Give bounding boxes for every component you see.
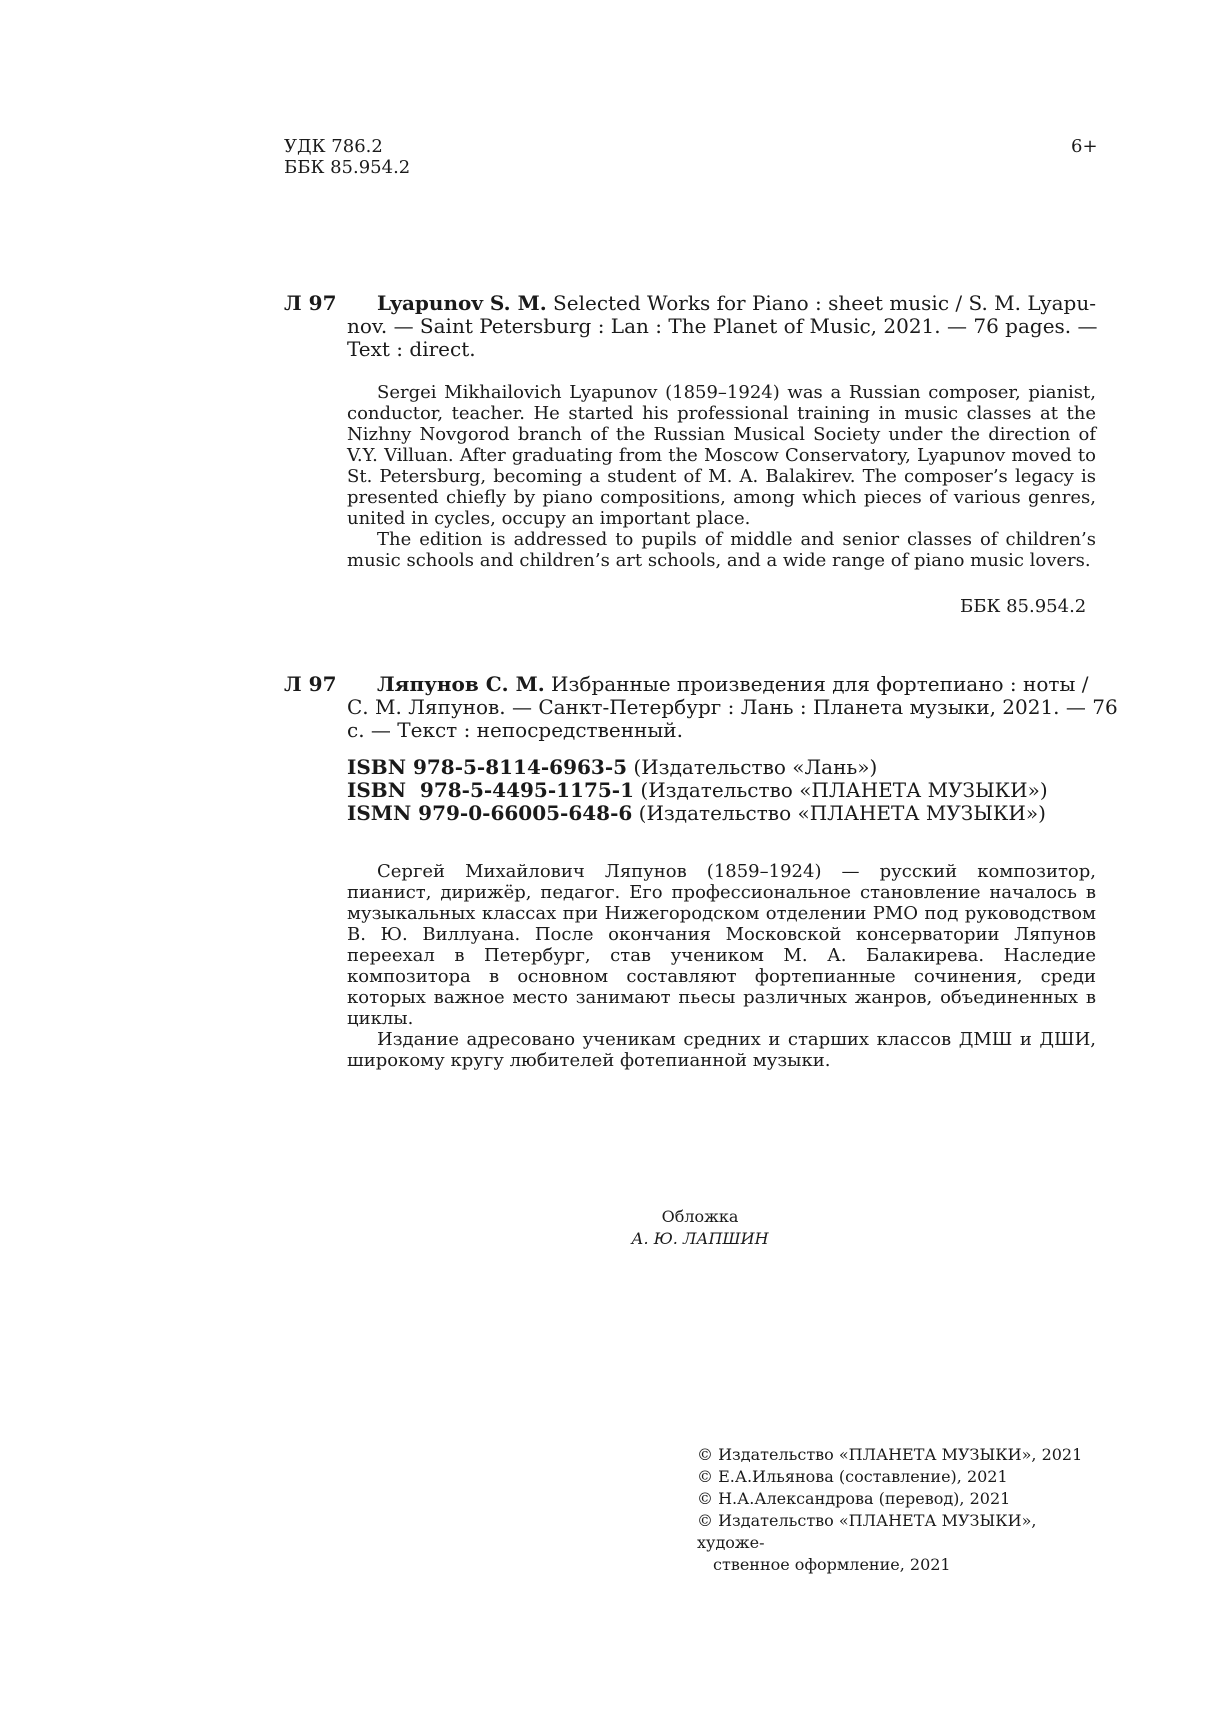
russian-annotation-p2: Издание адресовано ученикам средних и старших классов ДМШ и ДШИ, широкому кругу любителей фотепианной музыки. [347, 1029, 1096, 1071]
english-record-code: Л 97 [284, 291, 337, 315]
copyright-line: © Издательство «ПЛАНЕТА МУЗЫКИ», 2021 [697, 1445, 1083, 1464]
copyright-line: © Е.А.Ильянова (составление), 2021 [697, 1467, 1008, 1486]
russian-title-line-3: с. — Текст : непосредственный. [347, 718, 683, 742]
russian-record-author: Ляпунов С. М. [377, 672, 545, 696]
english-title-line-2: nov. — Saint Petersburg : Lan : The Planet of Music, 2021. — 76 pages. — [347, 314, 1098, 338]
identifier-list [347, 756, 1096, 825]
cover-credit-label: Обложка [661, 1207, 739, 1226]
age-rating: 6+ [1071, 136, 1098, 157]
identifier-row [347, 779, 1096, 802]
russian-title-line-1: Избранные произведения для фортепиано : ноты / [551, 672, 1089, 696]
russian-title-line-2: С. М. Ляпунов. — Санкт-Петербург : Лань : Планета музыки, 2021. — 76 [347, 695, 1118, 719]
identifier-number: ISMN 979-0-66005-648-6 [347, 801, 633, 825]
english-title-line-1: Selected Works for Piano : sheet music / S. M. Lyapu- [553, 291, 1096, 315]
english-record-author: Lyapunov S. M. [377, 291, 547, 315]
identifier-number: ISBN 978-5-4495-1175-1 [347, 778, 635, 802]
identifier-row [347, 802, 1096, 825]
copyright-block [697, 1444, 1102, 1576]
russian-annotation [347, 861, 1096, 1071]
identifier-number: ISBN 978-5-8114-6963-5 [347, 755, 628, 779]
copyright-line: © Н.А.Александрова (перевод), 2021 [697, 1489, 1011, 1508]
english-annotation-p2: The edition is addressed to pupils of middle and senior classes of children’s music schools and children’s art schools, and a wide range of piano music lovers. [347, 529, 1096, 571]
copyright-line: © Издательство «ПЛАНЕТА МУЗЫКИ», художе- [697, 1511, 1037, 1552]
identifier-publisher: (Издательство «ПЛАНЕТА МУЗЫКИ») [640, 778, 1048, 802]
english-bbk: ББК 85.954.2 [960, 596, 1087, 617]
english-annotation-p1: Sergei Mikhailovich Lyapunov (1859–1924) was a Russian composer, pianist, conductor, teacher. He started his professional training in music classes at the Nizhny Novgorod branch of the Russian Musical Society under the direction of V.Y. Villuan. After graduating from the Moscow Conservatory, Lyapunov moved to St. Petersburg, becoming a student of M. A. Balakirev. The composer’s legacy is presented chiefly by piano compositions, among which pieces of various genres, united in cycles, occupy an important place. [347, 382, 1096, 529]
russian-record-title [347, 672, 1118, 742]
cover-credit-name: А. Ю. ЛАПШИН [631, 1229, 769, 1248]
identifier-publisher: (Издательство «ПЛАНЕТА МУЗЫКИ») [638, 801, 1046, 825]
english-title-line-3: Text : direct. [347, 337, 476, 361]
udk-code: УДК 786.2 [284, 136, 383, 157]
english-record-title [347, 292, 1096, 361]
english-annotation [347, 382, 1096, 571]
cover-credit [600, 1206, 800, 1250]
russian-record-code: Л 97 [284, 672, 337, 696]
identifier-row [347, 756, 1096, 779]
russian-annotation-p1: Сергей Михайлович Ляпунов (1859–1924) — русский композитор, пианист, дирижёр, педагог. Его профессиональное становление началось в музыкальных классах при Нижегородском отделении РМО под руководством В. Ю. Виллуана. После окончания Московской консерватории Ляпунов переехал в Петербург, став учеником М. А. Балакирева. Наследие композитора в основном составляют фортепианные сочинения, среди которых важное место занимают пьесы различных жанров, объединенных в циклы. [347, 861, 1096, 1029]
identifier-publisher: (Издательство «Лань») [633, 755, 878, 779]
bbk-code: ББК 85.954.2 [284, 157, 411, 178]
copyright-line: ственное оформление, 2021 [713, 1555, 951, 1574]
